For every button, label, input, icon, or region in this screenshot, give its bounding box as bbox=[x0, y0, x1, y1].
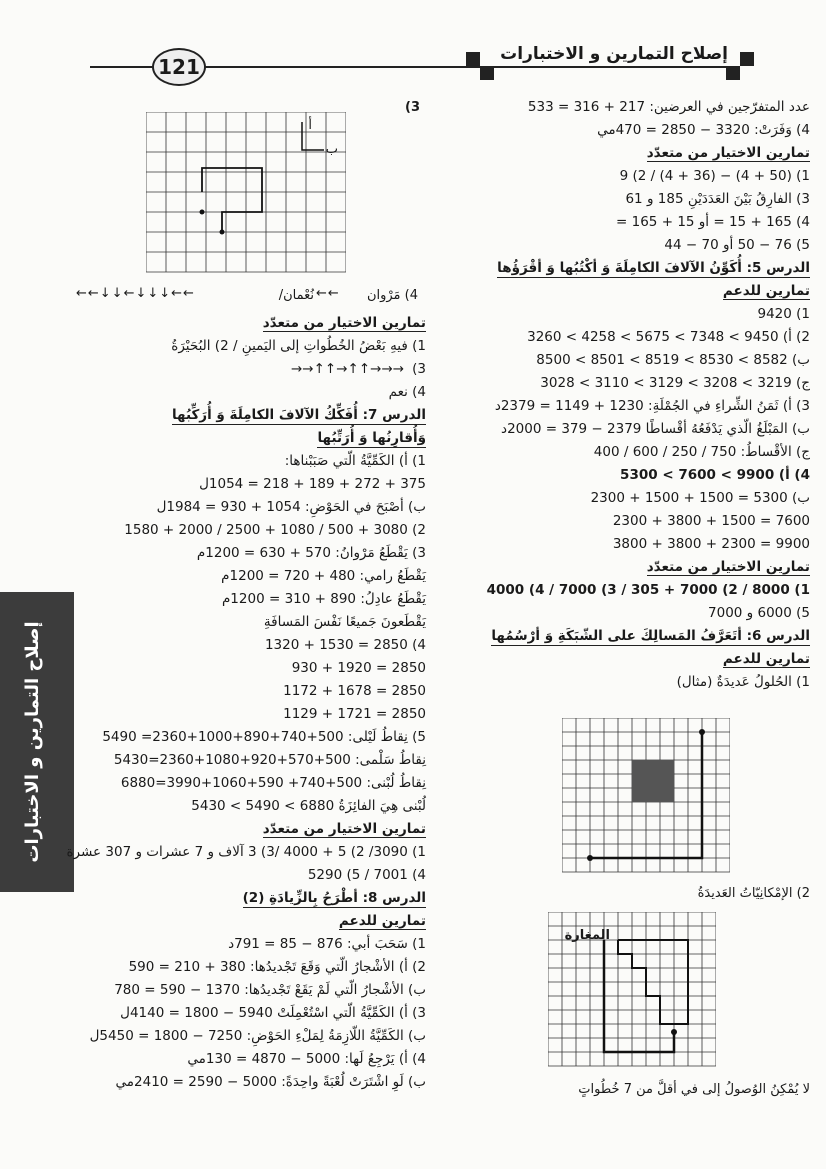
section-heading: تمارين الاختيار من متعدّد bbox=[262, 821, 426, 837]
answer-line: 4) نعم bbox=[388, 384, 426, 400]
answer-line: 4) 7001 / 5) 5290 bbox=[307, 867, 426, 883]
obstacle-square bbox=[632, 760, 674, 802]
answer-line: يَقْطَعُ رامي: 480 + 720 = 1200م bbox=[221, 568, 426, 584]
answer-line: 4) أ) 9900 > 7600 > 5300 bbox=[620, 467, 810, 483]
answer-line: يَقْطَعُ عادِلُ: 890 + 310 = 1200م bbox=[221, 591, 426, 607]
answer-line: عدد المتفرّجين في العرضين: 217 + 316 = 533 bbox=[527, 99, 810, 115]
point-dot bbox=[220, 230, 225, 235]
answer-line: 4) وَفَرَتْ: 3320 − 2850 = 470مي bbox=[597, 122, 810, 138]
answer-line: 1) 8000 / 2) 7000 + 305 / 3) 7000 / 4) 4000 bbox=[486, 582, 810, 598]
answer-line: 1) (50 + 4) − (36 + 4) / 2) 9 bbox=[619, 168, 810, 184]
answer-line: لُبْنى هِيَ الفائِزَةُ 6880 > 5490 > 5430 bbox=[191, 798, 426, 814]
answer-line: 4) أ) يَرْجِعُ لَها: 5000 − 4870 = 130مي bbox=[187, 1051, 426, 1067]
header-square bbox=[726, 66, 740, 80]
item-4-marwan: 4) مَرْوان bbox=[366, 288, 418, 303]
answer-line: ب) أصْبَحَ في الحَوْضِ: 1054 + 930 = 1984ل bbox=[156, 499, 426, 515]
answer-line: 5) 6000 و 7000 bbox=[708, 605, 810, 621]
side-tab-label: إصلاح التمارين و الاختبارات bbox=[22, 621, 43, 863]
answer-line: 4) 165 + 15 = أو 15 + 165 = bbox=[616, 214, 810, 230]
answer-line: نِقاطُ لُبْنى: 500+740+ 590+1060+3990=6880 bbox=[120, 775, 426, 791]
answer-line: 2850 = 1721 + 1129 bbox=[283, 706, 426, 722]
answer-line: 1) سَحَبَ أبي: 876 − 85 = 791د bbox=[228, 936, 426, 952]
answer-line: 3) الفارِقُ بَيْنَ العَدَدَيْنِ 185 و 61 bbox=[625, 191, 810, 207]
section-heading: تمارين الاختيار من متعدّد bbox=[646, 559, 810, 575]
answer-line: 2850 = 1920 + 930 bbox=[291, 660, 426, 676]
arrow-sequence-1: ←←↓↓↓←↓↓←← bbox=[76, 286, 195, 301]
section-heading: تمارين للدعم bbox=[722, 283, 810, 299]
answer-line: 4) 2850 = 1530 + 1320 bbox=[264, 637, 426, 653]
end-point bbox=[699, 729, 705, 735]
answer-line: يَقْطَعونَ جَميعًا نَفْسَ المَسافَةِ bbox=[263, 614, 426, 630]
answer-line: 3) أ) ثَمَنُ الشِّراءِ في الجُمْلَةِ: 1230 + 1149 = 2379د bbox=[494, 398, 810, 414]
answer-line: 2850 = 1678 + 1172 bbox=[283, 683, 426, 699]
answer-line: 2) أ) الأشْجارُ الّتي وَقَعَ تَجْديدُها: 380 + 210 = 590 bbox=[128, 959, 426, 975]
lesson-heading: الدرس 5: أُكَوِّنُ الآلافَ الكامِلَةَ وَ أكْتُبُها وَ أقْرَؤُها bbox=[497, 260, 810, 276]
answer-line: ب) لَوِ اشْتَرَتْ لُعْبَةً واحِدَةً: 5000 − 2590 = 2410مي bbox=[115, 1074, 426, 1090]
start-point bbox=[587, 855, 593, 861]
answer-line: 3) يَقْطَعُ مَرْوانُ: 570 + 630 = 1200م bbox=[196, 545, 426, 561]
answer-line: 5) نِقاطُ لَيْلى: 500+740+890+1000+2360= 5490 bbox=[102, 729, 426, 745]
point-dot bbox=[200, 210, 205, 215]
noman-label: نُعْمان/ bbox=[278, 288, 314, 303]
arrow-sequence-2: →→↑↑→↑↑→→→ bbox=[291, 361, 405, 377]
header-square bbox=[740, 52, 754, 66]
point-a-label: أ bbox=[308, 118, 312, 133]
answer-line: 2) 3080 + 500 / 1080 + 2500 / 2000 + 1580 bbox=[124, 522, 426, 538]
right-column bbox=[470, 96, 810, 694]
answer-line: 1) فيهِ بَعْضُ الخُطُواتِ إلى اليَمينِ / 2) البُحَيْرَةُ bbox=[171, 338, 426, 354]
answer-line: ب) 8582 > 8530 > 8519 > 8501 > 8500 bbox=[536, 352, 810, 368]
answer-line: 9900 = 2300 + 3800 + 3800 bbox=[612, 536, 810, 552]
possibilities-label: 2) الإمْكانِيّاتُ العَديدَةُ bbox=[697, 886, 810, 901]
answer-line: ب) الكَمِّيَّةُ اللّازِمَةُ لِمَلْءِ الحَوْضِ: 7250 − 1800 = 5450ل bbox=[89, 1028, 426, 1044]
lesson-heading: وَأُقارِنُها وَ أُرَتِّبُها bbox=[317, 430, 426, 446]
answer-line: 375 + 272 + 189 + 218 = 1054ل bbox=[199, 476, 426, 492]
answer-line: ب) الأشْجارُ الّتي لَمْ يَقَعْ تَجْديدُها: 1370 − 590 = 780 bbox=[114, 982, 426, 998]
section-heading: تمارين الاختيار من متعدّد bbox=[646, 145, 810, 161]
cave-label: المغارة bbox=[564, 928, 610, 943]
header-square bbox=[480, 66, 494, 80]
lesson-heading: الدرس 7: أُفَكِّكُ الآلافَ الكامِلَةَ وَ أُرَكِّبُها bbox=[171, 407, 426, 423]
path-line bbox=[202, 168, 262, 232]
answer-line: 7600 = 1500 + 3800 + 2300 bbox=[612, 513, 810, 529]
left-column bbox=[66, 312, 426, 1094]
path-grid bbox=[146, 112, 346, 282]
section-heading: تمارين للدعم bbox=[722, 651, 810, 667]
answer-line: ب) المَبْلَغُ الّذي يَدْفَعُهُ أقْساطًا 2379 − 379 = 2000د bbox=[501, 421, 810, 437]
end-point bbox=[671, 1029, 677, 1035]
answer-line: 1) 9420 bbox=[757, 306, 810, 322]
arrow-sequence-1b: ←← bbox=[316, 286, 340, 301]
answer-line: ج) الأقْساطُ: 750 / 250 / 600 / 400 bbox=[593, 444, 810, 460]
page-title: إصلاح التمارين و الاختبارات bbox=[500, 44, 728, 64]
answer-line: 3)→→↑↑→↑↑→→→ bbox=[86, 358, 426, 381]
answer-line: ج) 3219 > 3208 > 3129 > 3110 > 3028 bbox=[540, 375, 810, 391]
lesson-heading: الدرس 8: أطْرَحُ بِالزِّيادَةِ (2) bbox=[242, 890, 426, 906]
answer-line: 1) 3090/ 2) 5 + 4000 /3) 3 آلاف و 7 عشرات و 307 عشرة bbox=[66, 844, 426, 860]
item-3-label: 3) bbox=[405, 100, 420, 115]
point-b-label: ب bbox=[325, 142, 338, 157]
conclusion-text: لا يُمْكِنُ الوُصولُ إلى في أقلَّ من 7 خُطُواتٍ bbox=[578, 1082, 810, 1097]
answer-line: 3) أ) الكَمِّيَّةُ الّتي اسْتُعْمِلَتْ 5940 − 1800 = 4140ل bbox=[120, 1005, 426, 1021]
page-number: 121 bbox=[152, 48, 206, 86]
answer-line: ب) 5300 = 1500 + 1500 + 2300 bbox=[590, 490, 810, 506]
section-heading: تمارين للدعم bbox=[338, 913, 426, 929]
answer-line: 1) أ) الكَمِّيَّةُ الّتي صَبَبْناها: bbox=[284, 453, 426, 469]
answer-line: 5) 76 − 50 أو 70 − 44 bbox=[664, 237, 810, 253]
answer-line: 2) أ) 9450 > 7348 > 5675 > 4258 > 3260 bbox=[527, 329, 810, 345]
lesson-heading: الدرس 6: أتَعَرَّفُ المَسالِكَ على الشّبَكَةِ وَ أرْسُمُها bbox=[491, 628, 810, 644]
section-heading: تمارين الاختيار من متعدّد bbox=[262, 315, 426, 331]
answer-line: 1) الحُلولُ عَديدَةٌ (مثال) bbox=[676, 674, 810, 690]
answer-line: نِقاطُ سَلْمى: 500+570+920+1080+2360=5430 bbox=[113, 752, 426, 768]
solution-grid-1 bbox=[562, 718, 730, 878]
